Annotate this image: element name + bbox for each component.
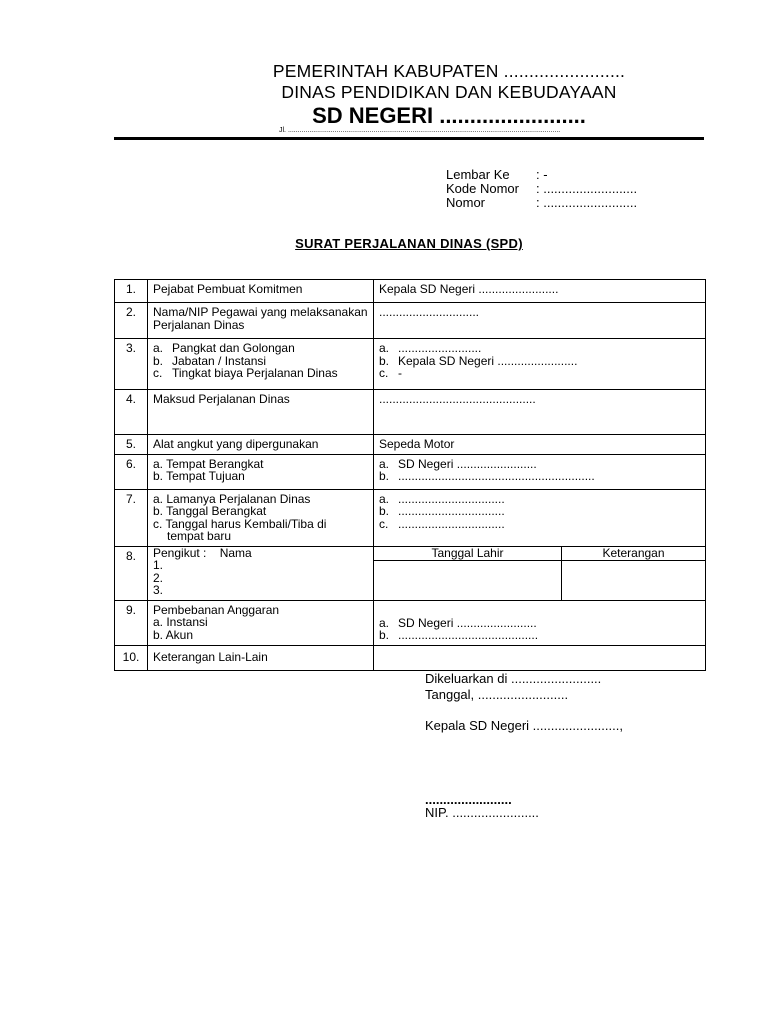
sub-value <box>379 629 700 642</box>
meta-value: : .......................... <box>536 195 638 210</box>
row-value <box>374 339 706 390</box>
item-value: - <box>398 366 402 380</box>
meta-label: Nomor <box>446 195 486 210</box>
row-number: 3. <box>115 339 148 390</box>
item-text: a. Tempat Berangkat <box>153 456 264 471</box>
signer-nip: NIP. ........................ <box>425 805 539 820</box>
row-label <box>148 600 374 645</box>
name-label: Nama <box>219 545 252 560</box>
table-row <box>115 390 706 435</box>
item-text: Pembebanan Anggaran <box>153 602 280 617</box>
note-label: Keterangan <box>562 547 705 561</box>
row-label: Alat angkut yang dipergunakan <box>148 435 374 455</box>
item-value: ......................... <box>398 341 482 355</box>
issued-at: Dikeluarkan di ......................... <box>425 671 602 686</box>
item-text: b. Akun <box>153 627 194 642</box>
item-letter: b. <box>153 353 164 368</box>
item-text: Tingkat biaya Perjalanan Dinas <box>172 366 338 380</box>
sub-value <box>379 518 700 531</box>
followers-label: Pengikut : <box>153 545 207 560</box>
item-letter: c. <box>379 366 389 380</box>
row-value: ............................................... <box>374 390 706 435</box>
row-number: 5. <box>115 435 148 455</box>
item-value: SD Negeri ........................ <box>398 615 537 630</box>
follower-item: 2. <box>153 570 164 585</box>
row-number: 4. <box>115 390 148 435</box>
table-row <box>115 645 706 670</box>
item-letter: a. <box>379 456 390 471</box>
row-value <box>374 600 706 645</box>
table-row <box>115 303 706 339</box>
item-text: a. Instansi <box>153 615 208 629</box>
row-label: Maksud Perjalanan Dinas <box>148 390 374 435</box>
header-department: DINAS PENDIDIKAN DAN KEBUDAYAAN <box>281 82 617 102</box>
row-value <box>374 454 706 489</box>
item-text: Pangkat dan Golongan <box>172 341 295 355</box>
item-value: ................................ <box>398 491 505 506</box>
row-number: 9. <box>115 600 148 645</box>
item-letter: b. <box>379 504 390 518</box>
row-value: Kepala SD Negeri ........................ <box>374 280 706 303</box>
row-label: Keterangan Lain-Lain <box>148 645 374 670</box>
row-label <box>148 339 374 390</box>
table-row <box>115 339 706 390</box>
signer-position: Kepala SD Negeri ........................, <box>425 718 623 733</box>
issued-date: Tanggal, ......................... <box>425 687 569 702</box>
meta-kode-nomor <box>446 181 637 196</box>
row-number: 6. <box>115 454 148 489</box>
item-value: ........................................................... <box>398 469 595 483</box>
item-letter: a. <box>379 491 390 506</box>
signer-name: ........................ <box>425 792 512 807</box>
row-number: 7. <box>115 489 148 546</box>
header-rule <box>114 137 704 140</box>
item-letter: c. <box>153 366 163 380</box>
sub-value <box>379 505 700 518</box>
row-number: 8. <box>115 546 148 600</box>
item-letter: b. <box>379 628 390 642</box>
document-title: SURAT PERJALANAN DINAS (SPD) <box>295 236 523 251</box>
header-address: Jl. ............................................................................................................................................ <box>279 127 561 134</box>
follower-item: 3. <box>153 583 164 597</box>
meta-value: : - <box>536 167 548 182</box>
row-number: 10. <box>115 645 148 670</box>
item-value: ................................ <box>398 504 505 518</box>
sub-value <box>379 355 700 368</box>
spd-table <box>114 279 706 671</box>
item-value: Kepala SD Negeri ........................ <box>398 353 578 368</box>
item-text: b. Tanggal Berangkat <box>153 504 267 518</box>
item-letter: a. <box>153 341 164 355</box>
row-value <box>374 645 706 670</box>
row-value <box>374 489 706 546</box>
table-row <box>115 454 706 489</box>
sub-item <box>153 342 368 355</box>
table-row <box>115 600 706 645</box>
meta-label: Lembar Ke <box>446 167 510 182</box>
follower-item: 1. <box>153 558 164 572</box>
item-value: .......................................... <box>398 628 539 642</box>
table-row <box>115 435 706 455</box>
item-text: Jabatan / Instansi <box>172 353 267 368</box>
item-letter: a. <box>379 341 390 355</box>
birth-column <box>374 546 562 600</box>
item-text: b. Tempat Tujuan <box>153 469 245 483</box>
row-label: Pejabat Pembuat Komitmen <box>148 280 374 303</box>
item-text: c. Tanggal harus Kembali/Tiba di <box>153 516 327 531</box>
row-label <box>148 454 374 489</box>
row-value: .............................. <box>374 303 706 339</box>
item-letter: a. <box>379 615 390 630</box>
meta-label: Kode Nomor <box>446 181 519 196</box>
table-row <box>115 546 706 600</box>
meta-lembar <box>446 167 548 182</box>
birth-label: Tanggal Lahir <box>374 547 561 561</box>
sub-value <box>379 367 700 380</box>
header-government: PEMERINTAH KABUPATEN ........................ <box>272 61 626 81</box>
item-text: tempat baru <box>167 529 232 543</box>
sub-value <box>379 470 700 483</box>
item-letter: b. <box>379 469 390 483</box>
row-label <box>148 546 374 600</box>
table-row <box>115 280 706 303</box>
item-letter: c. <box>379 516 389 531</box>
row-label <box>148 489 374 546</box>
item-value: ................................ <box>398 516 505 531</box>
followers-header <box>153 547 368 560</box>
row-number: 1. <box>115 280 148 303</box>
row-value: Sepeda Motor <box>374 435 706 455</box>
sub-item <box>153 367 368 380</box>
sub-value <box>379 342 700 355</box>
table-row <box>115 489 706 546</box>
header-school: SD NEGERI ........................ <box>312 103 586 128</box>
item-value: SD Negeri ........................ <box>398 456 537 471</box>
item-text: a. Lamanya Perjalanan Dinas <box>153 491 311 506</box>
meta-nomor <box>446 195 637 210</box>
row-label: Nama/NIP Pegawai yang melaksanakan Perjalanan Dinas <box>148 303 374 339</box>
item-letter: b. <box>379 353 390 368</box>
row-number: 2. <box>115 303 148 339</box>
note-column <box>562 546 706 600</box>
meta-value: : .......................... <box>536 181 638 196</box>
